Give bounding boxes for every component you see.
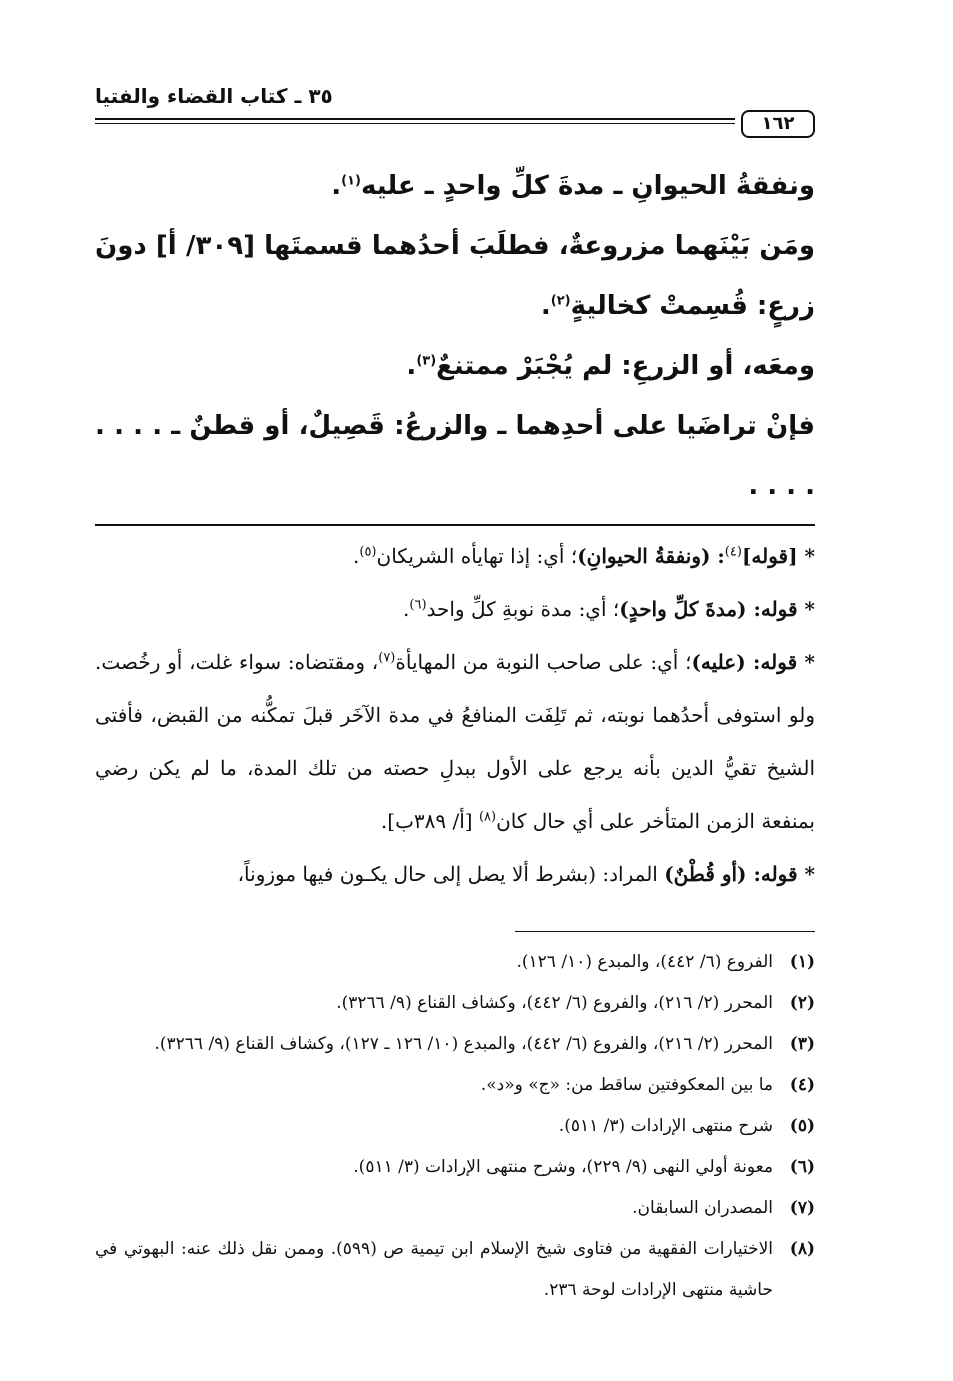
footnote-number: (١)	[789, 952, 815, 972]
book-title: ٣٥ ـ كتاب القضاء والفتيا	[95, 84, 333, 108]
footnote-item	[95, 983, 815, 1024]
punctuation: .	[353, 544, 360, 568]
footnote-text: الفروع (٦/ ٤٤٢)، والمبدع (١٠/ ١٢٦).	[516, 952, 773, 972]
punctuation: .	[331, 171, 342, 201]
main-paragraph	[95, 156, 815, 216]
footnotes	[95, 942, 815, 1311]
page-header	[95, 78, 815, 132]
footnote-text: المصدران السابقان.	[632, 1198, 773, 1218]
main-text-divider	[95, 524, 815, 526]
header-rule	[95, 118, 735, 124]
main-paragraph	[95, 336, 815, 396]
commentary-text: ؛ أي: على صاحب النوبة من المهايأة	[395, 650, 692, 674]
main-paragraph	[95, 216, 815, 336]
footnote-ref: (٧)	[378, 650, 396, 666]
commentary-lemma: * قوله: (عليه)	[691, 650, 815, 674]
commentary-marker: * [قوله]	[741, 544, 815, 568]
footnote-item	[95, 1106, 815, 1147]
footnote-text: المحرر (٢/ ٢١٦)، والفروع (٦/ ٤٤٢)، والمبدع (١٠/ ١٢٦ ـ ١٢٧)، وكشاف القناع (٩/ ٣٢٦٦).	[154, 1034, 773, 1054]
commentary-lemma: : (ونفقةُ الحيوانِ)	[577, 544, 725, 568]
main-text	[95, 156, 815, 516]
footnote-item	[95, 1188, 815, 1229]
footnote-ref: (٦)	[409, 597, 427, 613]
punctuation: .	[406, 351, 417, 381]
commentary-text: ؛ أي: مدة نوبةِ كلِّ واحد	[426, 597, 620, 621]
footnote-ref: (١)	[341, 173, 361, 189]
footnote-item	[95, 1065, 815, 1106]
commentary-text: ، ومقتضاه: سواء غلت، أو رخُصت. ولو استوفى أحدُهما نوبته، ثم تَلِفَت المنافعُ في مدة الآخَر قبلَ تمكُّنه من القبض، فأفتى الشيخ تقيُّ الدين بأنه يرجع على الأول ببدلِ حصته من تلك المدة، ما لم يكن رضي بمنفعة الزمن المتأخر على أي حال كان	[95, 650, 815, 833]
footnote-ref: (٤)	[724, 544, 742, 560]
commentary-paragraph	[95, 530, 815, 583]
punctuation: .	[540, 291, 551, 321]
footnote-number: (٨)	[789, 1239, 815, 1259]
footnote-text: المحرر (٢/ ٢١٦)، والفروع (٦/ ٤٤٢)، وكشاف القناع (٩/ ٣٢٦٦).	[336, 993, 773, 1013]
footnote-ref: (٢)	[550, 293, 571, 309]
footnote-item	[95, 1024, 815, 1065]
main-text-line: فإنْ تراضَيا على أحدِهما ـ والزرعُ: قَصِيلٌ، أو قطنٌ ـ . . . . . . . .	[95, 411, 815, 501]
footnote-ref: (٣)	[416, 353, 437, 369]
footnote-text: معونة أولي النهى (٩/ ٢٢٩)، وشرح منتهى الإرادات (٣/ ٥١١).	[353, 1157, 773, 1177]
main-paragraph	[95, 396, 815, 516]
book-page	[95, 78, 815, 1318]
commentary-paragraph	[95, 848, 815, 901]
punctuation: .	[403, 597, 410, 621]
main-text-line: ومَن بَيْنَهما مزروعةٌ، فطلَبَ أحدُهما قسمتَها [٣٠٩/ أ] دونَ زرعٍ: قُسِمتْ كخاليةٍ	[95, 231, 815, 321]
footnote-number: (٤)	[789, 1075, 815, 1095]
main-text-line: ونفقةُ الحيوانِ ـ مدةَ كلِّ واحدٍ ـ عليه	[360, 171, 815, 201]
page-number: ١٦٢	[741, 110, 815, 138]
footnote-number: (٣)	[789, 1034, 815, 1054]
commentary-text: [أ/ ٣٨٩ب].	[380, 809, 479, 833]
commentary-text: المراد: (بشرط ألا يصل إلى حال يكـون فيها موزوناً،	[237, 862, 665, 886]
commentary-text: ؛ أي: إذا تهايأه الشريكان	[376, 544, 578, 568]
commentary-lemma: * قوله: (مدةَ كلِّ واحدٍ)	[619, 597, 815, 621]
commentary-paragraph	[95, 583, 815, 636]
footnote-item	[95, 1229, 815, 1311]
footnote-text: الاختيارات الفقهية من فتاوى شيخ الإسلام ابن تيمية ص (٥٩٩). وممن نقل ذلك عنه: البهوتي في حاشية منتهى الإرادات لوحة ٢٣٦.	[95, 1239, 774, 1300]
footnote-text: ما بين المعكوفتين ساقط من: «ج» و«د».	[480, 1075, 773, 1095]
footnote-number: (٢)	[789, 993, 815, 1013]
commentary-paragraph	[95, 636, 815, 848]
footnote-item	[95, 942, 815, 983]
footnote-number: (٥)	[789, 1116, 815, 1136]
main-text-line: ومعَه، أو الزرعِ: لم يُجْبَرْ ممتنعٌ	[436, 351, 815, 381]
footnote-ref: (٥)	[359, 544, 377, 560]
commentary-lemma: * قوله: (أو قُطْنٌ)	[664, 862, 815, 886]
footnote-ref: (٨)	[478, 809, 497, 825]
footnote-text: شرح منتهى الإرادات (٣/ ٥١١).	[558, 1116, 773, 1136]
footnote-divider	[515, 931, 815, 932]
footnote-number: (٧)	[789, 1198, 815, 1218]
commentary	[95, 530, 815, 901]
footnote-number: (٦)	[789, 1157, 815, 1177]
footnote-item	[95, 1147, 815, 1188]
